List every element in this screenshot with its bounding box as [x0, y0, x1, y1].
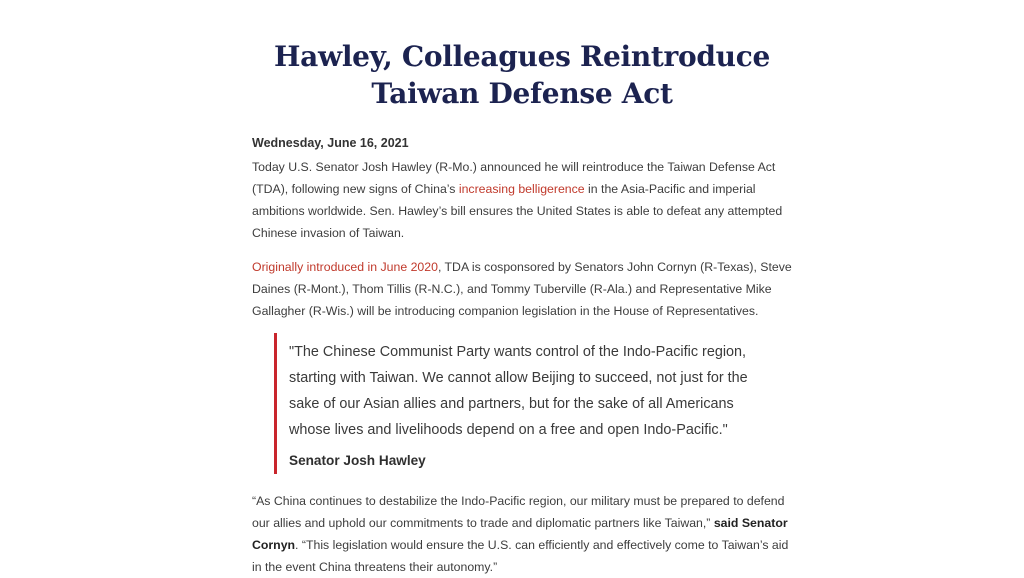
paragraph-intro-text-before: Today U.S. Senator Josh Hawley (R-Mo.) announced he will reintroduce the Taiwan Defense Act (TDA), following new signs of China’s: [252, 160, 776, 196]
page-title: Hawley, Colleagues Reintroduce Taiwan Defense Act: [274, 40, 770, 110]
hawley-blockquote: [274, 333, 779, 474]
paragraph-cornyn-text-before: “As China continues to destabilize the Indo-Pacific region, our military must be prepared to defend our allies and uphold our commitments to trade and diplomatic partners like Taiwan,”: [252, 494, 785, 530]
quote-text: "The Chinese Communist Party wants control of the Indo-Pacific region, starting with Taiwan. We cannot allow Beijing to succeed, not just for the sake of our Asian allies and partners, but for the sake of all Americans whose lives and livelihoods depend on a free and open Indo-Pacific.": [289, 344, 748, 438]
paragraph-cornyn-quote: [252, 490, 792, 578]
paragraph-cornyn-text-after: . “This legislation would ensure the U.S. can efficiently and effectively come to Taiwan’s aid in the event China threatens their autonomy.”: [252, 538, 789, 574]
paragraph-cosponsors: [252, 256, 792, 322]
said-senator-cornyn: said Senator Cornyn: [252, 516, 788, 552]
paragraph-cosponsors-text: , TDA is cosponsored by Senators John Cornyn (R-Texas), Steve Daines (R-Mont.), Thom Tillis (R-N.C.), and Tommy Tuberville (R-Ala.) and Representative Mike Gallagher (R-Wis.) will be introducing companion legislation in the House of Representatives.: [252, 260, 792, 318]
increasing-belligerence-link[interactable]: increasing belligerence: [458, 182, 585, 196]
paragraph-intro-text-after: in the Asia-Pacific and imperial ambitions worldwide. Sen. Hawley’s bill ensures the United States is able to defeat any attempted Chinese invasion of Taiwan.: [252, 182, 783, 240]
quote-author: Senator Josh Hawley: [289, 453, 426, 468]
publish-date: Wednesday, June 16, 2021: [252, 136, 409, 150]
paragraph-intro: [252, 156, 792, 244]
originally-introduced-link[interactable]: Originally introduced in June 2020: [252, 260, 438, 274]
press-release-article: [252, 36, 792, 578]
